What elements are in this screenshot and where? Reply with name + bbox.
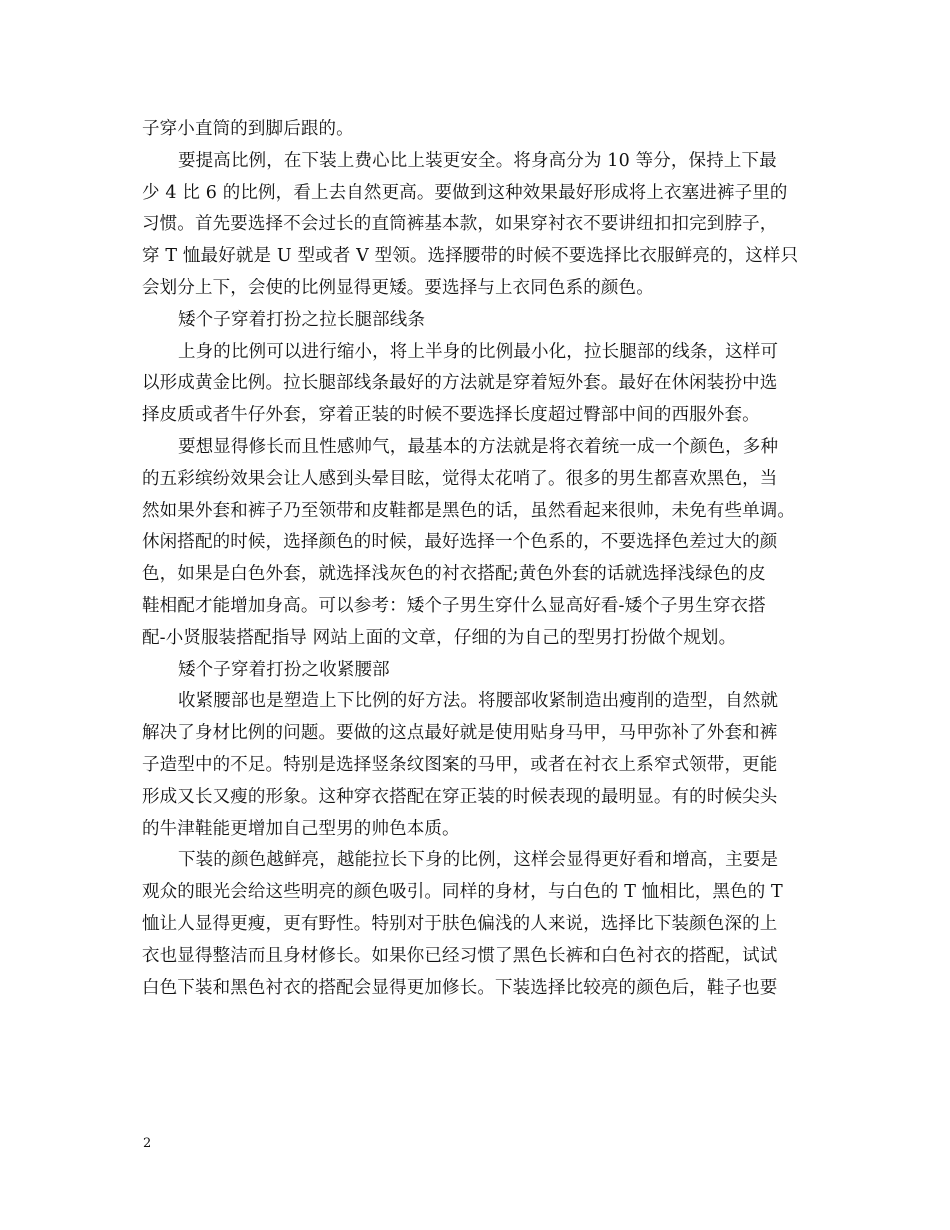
text-line: 子造型中的不足。特别是选择竖条纹图案的马甲，或者在衬衣上系窄式领带，更能 xyxy=(142,754,778,775)
text-line: 穿 T 恤最好就是 U 型或者 V 型领。选择腰带的时候不要选择比衣服鲜亮的，这样只 xyxy=(142,246,799,267)
text-line: 鞋相配才能增加身高。可以参考：矮个子男生穿什么显高好看-矮个子男生穿衣搭 xyxy=(142,595,766,616)
text-line: 要想显得修长而且性感帅气，最基本的方法就是将衣着统一成一个颜色，多种 xyxy=(178,436,779,457)
text-line: 少 4 比 6 的比例，看上去自然更高。要做到这种效果最好形成将上衣塞进裤子里的 xyxy=(142,182,788,203)
text-line: 要提高比例，在下装上费心比上装更安全。将身高分为 10 等分，保持上下最 xyxy=(178,150,777,171)
text-line: 矮个子穿着打扮之收紧腰部 xyxy=(178,659,390,680)
text-line: 然如果外套和裤子乃至领带和皮鞋都是黑色的话，虽然看起来很帅，未免有些单调。 xyxy=(142,500,796,521)
text-line: 上身的比例可以进行缩小，将上半身的比例最小化，拉长腿部的线条，这样可 xyxy=(178,341,779,362)
text-line: 下装的颜色越鲜亮，越能拉长下身的比例，这样会显得更好看和增高，主要是 xyxy=(178,850,779,871)
text-line: 以形成黄金比例。拉长腿部线条最好的方法就是穿着短外套。最好在休闲装扮中选 xyxy=(142,373,778,394)
text-line: 衣也显得整洁而且身材修长。如果你已经习惯了黑色长裤和白色衬衣的搭配，试试 xyxy=(142,945,778,966)
text-line: 子穿小直筒的到脚后跟的。 xyxy=(142,119,354,139)
text-line: 会划分上下，会使的比例显得更矮。要选择与上衣同色系的颜色。 xyxy=(142,277,654,298)
text-line: 择皮质或者牛仔外套，穿着正装的时候不要选择长度超过臀部中间的西服外套。 xyxy=(142,405,760,426)
text-line: 色，如果是白色外套，就选择浅灰色的衬衣搭配;黄色外套的话就选择浅绿色的皮 xyxy=(142,564,766,585)
text-line: 的五彩缤纷效果会让人感到头晕目眩，觉得太花哨了。很多的男生都喜欢黑色，当 xyxy=(142,468,778,489)
text-line: 解决了身材比例的问题。要做的这点最好就是使用贴身马甲，马甲弥补了外套和裤 xyxy=(142,723,778,744)
text-line: 的牛津鞋能更增加自己型男的帅色本质。 xyxy=(142,818,460,839)
text-line: 收紧腰部也是塑造上下比例的好方法。将腰部收紧制造出瘦削的造型，自然就 xyxy=(178,691,779,712)
page-number: 2 xyxy=(143,1136,152,1151)
text-line: 形成又长又瘦的形象。这种穿衣搭配在穿正装的时候表现的最明显。有的时候尖头 xyxy=(142,786,778,807)
text-line: 习惯。首先要选择不会过长的直筒裤基本款，如果穿衬衣不要讲纽扣扣完到脖子， xyxy=(142,214,778,235)
text-line: 配-小贤服装搭配指导 网站上面的文章，仔细的为自己的型男打扮做个规划。 xyxy=(142,627,737,648)
document-body xyxy=(142,114,808,1004)
text-line: 休闲搭配的时候，选择颜色的时候，最好选择一个色系的，不要选择色差过大的颜 xyxy=(142,532,778,553)
text-line: 恤让人显得更瘦，更有野性。特别对于肤色偏浅的人来说，选择比下装颜色深的上 xyxy=(142,913,778,934)
text-line: 观众的眼光会给这些明亮的颜色吸引。同样的身材，与白色的 T 恤相比，黑色的 T xyxy=(142,882,783,903)
text-line: 矮个子穿着打扮之拉长腿部线条 xyxy=(178,309,426,330)
text-line: 白色下装和黑色衬衣的搭配会显得更加修长。下装选择比较亮的颜色后，鞋子也要 xyxy=(142,977,778,998)
